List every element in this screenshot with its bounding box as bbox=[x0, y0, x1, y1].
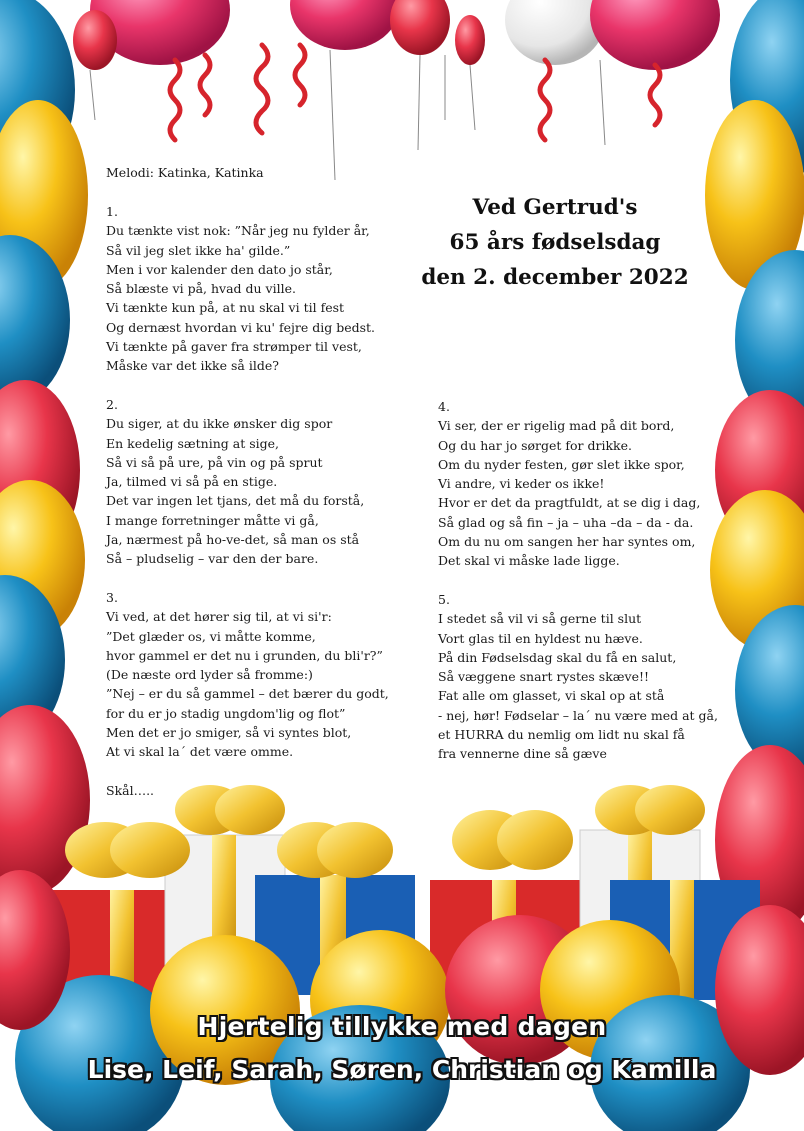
verse-line: Fat alle om glasset, vi skal op at stå bbox=[438, 688, 665, 704]
verse-5 bbox=[438, 590, 718, 764]
melody-line: Melodi: Katinka, Katinka bbox=[106, 165, 264, 180]
balloon-strings bbox=[90, 50, 605, 180]
greeting-text: Hjertelig tillykke med dagen bbox=[197, 1012, 607, 1041]
verse-number: 5. bbox=[438, 591, 450, 607]
verse-number: 4. bbox=[438, 399, 450, 414]
title-line: 65 års fødselsdag bbox=[449, 230, 661, 255]
verse-line: I mange forretninger måtte vi gå, bbox=[106, 512, 319, 528]
page-title bbox=[395, 190, 715, 295]
greeting-line-1 bbox=[0, 1012, 804, 1041]
verse-line: hvor gammel er det nu i grunden, du bli'r?” bbox=[106, 647, 383, 663]
verse-number: 2. bbox=[106, 396, 118, 412]
verse-line: Om du nyder festen, gør slet ikke spor, bbox=[438, 456, 685, 472]
verse-line: Måske var det ikke så ilde? bbox=[106, 358, 279, 374]
curly-ribbons bbox=[170, 45, 660, 140]
left-balloons bbox=[0, 0, 90, 895]
verse-number: 3. bbox=[106, 589, 118, 605]
verse-line: Så glad og så fin – ja – uha –da – da - da. bbox=[438, 514, 694, 530]
verse-4 bbox=[438, 397, 718, 571]
title-line: den 2. december 2022 bbox=[421, 265, 689, 290]
verse-line: fra vennerne dine så gæve bbox=[438, 746, 607, 762]
verse-line: En kedelig sætning at sige, bbox=[106, 435, 279, 451]
verse-line: Så blæste vi på, hvad du ville. bbox=[106, 281, 296, 297]
verse-line: Så vil jeg slet ikke ha' gilde.” bbox=[106, 242, 291, 258]
verse-line: et HURRA du nemlig om lidt nu skal få bbox=[438, 727, 685, 743]
verse-line: Du siger, at du ikke ønsker dig spor bbox=[106, 416, 333, 432]
verse-line: På din Fødselsdag skal du få en salut, bbox=[438, 649, 677, 665]
verse-3 bbox=[106, 588, 389, 762]
verse-number: 1. bbox=[106, 204, 118, 219]
closing-toast bbox=[106, 781, 389, 800]
verse-line: Du tænkte vist nok: ”Når jeg nu fylder år, bbox=[106, 223, 370, 239]
verse-line: Så vi så på ure, på vin og på sprut bbox=[106, 454, 323, 470]
top-balloons bbox=[73, 0, 720, 70]
verse-line: Så væggene snart rystes skæve!! bbox=[438, 669, 650, 685]
verse-line: Så – pludselig – var den der bare. bbox=[106, 551, 319, 567]
verse-line: Vi ved, at det hører sig til, at vi si'r: bbox=[106, 609, 332, 625]
verse-line: Vi tænkte kun på, at nu skal vi til fest bbox=[106, 300, 345, 316]
verse-line: I stedet så vil vi så gerne til slut bbox=[438, 611, 642, 627]
verse-line: Vi tænkte på gaver fra strømper til vest, bbox=[106, 339, 362, 355]
verse-line: At vi skal la´ det være omme. bbox=[106, 744, 294, 760]
verse-line: Men det er jo smiger, så vi syntes blot, bbox=[106, 725, 352, 741]
verse-line: Og dernæst hvordan vi ku' fejre dig bedst. bbox=[106, 319, 376, 335]
verse-line: Det skal vi måske lade ligge. bbox=[438, 553, 620, 569]
verse-line: ”Nej – er du så gammel – det bærer du godt, bbox=[106, 686, 389, 702]
verse-line: Vi andre, vi keder os ikke! bbox=[438, 476, 605, 492]
verse-line: Ja, nærmest på ho-ve-det, så man os stå bbox=[106, 532, 360, 548]
verse-line: Vi ser, der er rigelig mad på dit bord, bbox=[438, 418, 675, 434]
verse-1 bbox=[106, 202, 389, 376]
verse-line: ”Det glæder os, vi måtte komme, bbox=[106, 628, 316, 644]
verse-line: Og du har jo sørget for drikke. bbox=[438, 437, 632, 453]
greeting-line-2 bbox=[0, 1055, 804, 1084]
verse-line: Men i vor kalender den dato jo står, bbox=[106, 261, 333, 277]
verse-line: Det var ingen let tjans, det må du forstå, bbox=[106, 493, 365, 509]
title-line: Ved Gertrud's bbox=[472, 195, 638, 220]
verse-line: Hvor er det da pragtfuldt, at se dig i dag, bbox=[438, 495, 701, 511]
verse-2 bbox=[106, 395, 389, 569]
song-column-right bbox=[438, 397, 718, 783]
verse-line: Ja, tilmed vi så på en stige. bbox=[106, 474, 278, 490]
verse-line: Vort glas til en hyldest nu hæve. bbox=[438, 630, 643, 646]
greeting-names: Lise, Leif, Sarah, Søren, Christian og Kamilla bbox=[87, 1055, 717, 1084]
verse-line: - nej, hør! Fødselar – la´ nu være med at gå, bbox=[438, 707, 718, 723]
song-column-left bbox=[106, 202, 389, 820]
verse-line: for du er jo stadig ungdom'lig og flot” bbox=[106, 705, 346, 721]
right-balloons bbox=[705, 0, 804, 935]
verse-line: (De næste ord lyder så fromme:) bbox=[106, 667, 313, 683]
toast-line: Skål….. bbox=[106, 782, 155, 798]
verse-line: Om du nu om sangen her har syntes om, bbox=[438, 534, 696, 550]
